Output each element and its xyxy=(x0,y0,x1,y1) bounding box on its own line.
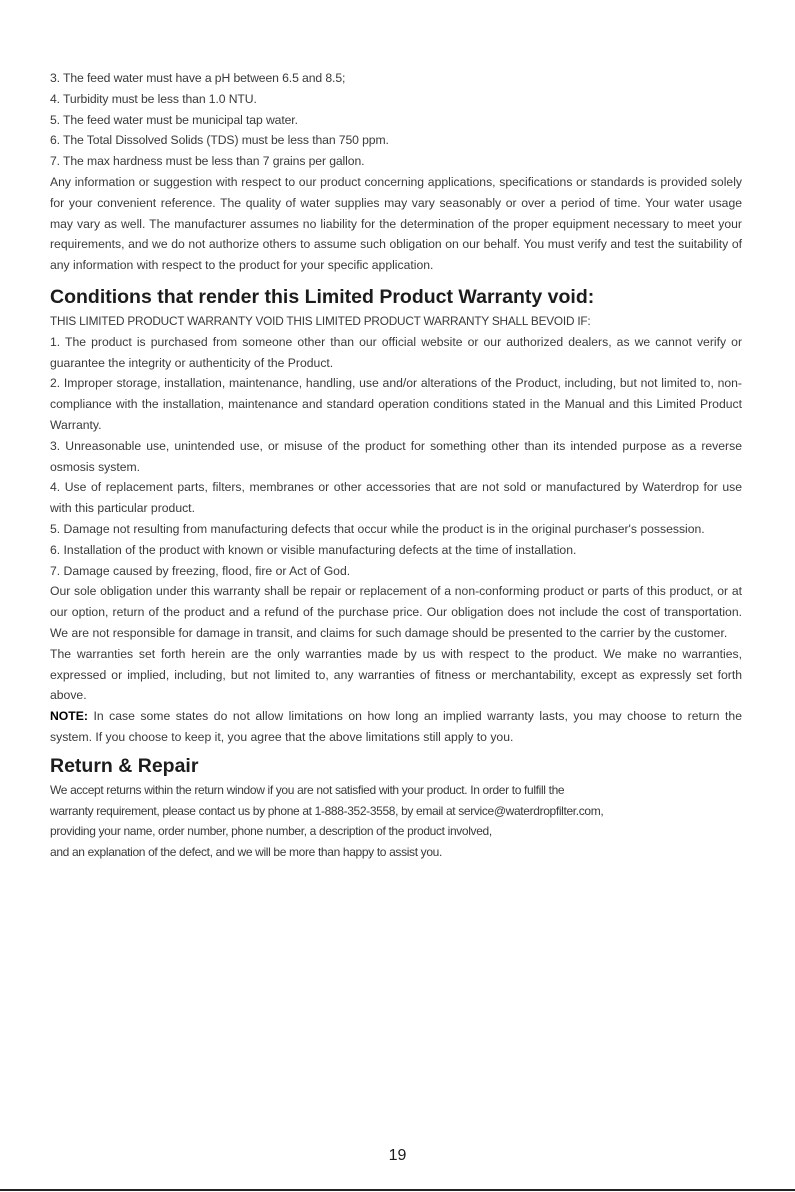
page-number: 19 xyxy=(388,1147,407,1164)
requirement-item: 5. The feed water must be municipal tap water. xyxy=(50,112,298,127)
requirement-item: 6. The Total Dissolved Solids (TDS) must be less than 750 ppm. xyxy=(50,133,389,148)
requirement-item: 3. The feed water must have a pH between 6.5 and 8.5; xyxy=(50,71,346,85)
condition-item: 5. Damage not resulting from manufacturing defects that occur while the product is in the original purchaser's possession. xyxy=(50,521,705,536)
condition-item: 4. Use of replacement parts, filters, membranes or other accessories that are not sold or manufactured by Waterdrop for use with this particular product. xyxy=(50,480,742,516)
condition-item: 6. Installation of the product with known or visible manufacturing defects at the time of installation. xyxy=(50,542,577,557)
condition-item: 2. Improper storage, installation, maintenance, handling, use and/or alterations of the Product, including, but not limited to, non-compliance with the installation, maintenance and standard operation conditions stated in the Manual and this Limited Product Warranty. xyxy=(50,376,742,432)
condition-item: 7. Damage caused by freezing, flood, fire or Act of God. xyxy=(50,563,351,578)
conditions-intro: THIS LIMITED PRODUCT WARRANTY VOID THIS LIMITED PRODUCT WARRANTY SHALL BEVOID IF: xyxy=(50,313,591,328)
condition-item: 1. The product is purchased from someone other than our official website or our authorized dealers, as we cannot verify or guarantee the integrity or authenticity of the Product. xyxy=(50,334,742,370)
note-text: In case some states do not allow limitations on how long an implied warranty lasts, you may choose to return the system. If you choose to keep it, you agree that the above limitations still apply to you. xyxy=(50,709,742,744)
return-repair-heading: Return & Repair xyxy=(50,754,199,777)
note-paragraph xyxy=(50,706,742,748)
return-repair-line: warranty requirement, please contact us by phone at 1-888-352-3558, by email at service@waterdropfilter.com, xyxy=(50,803,604,818)
obligation-paragraph: Our sole obligation under this warranty shall be repair or replacement of a non-conforming product or parts of this product, or at our option, return of the product and a refund of the purchase price. Our obligation does not include the cost of transportation. We are not responsible for damage in transit, and claims for such damage should be presented to the carrier by the customer. xyxy=(50,584,742,640)
disclaimer-paragraph: Any information or suggestion with respect to our product concerning applications, specifications or standards is provided solely for your convenient reference. The quality of water supplies may vary seasonably or over a period of time. Your water usage may vary as well. The manufacturer assumes no liability for the determination of the proper equipment necessary to meet your requirements, and we do not authorize others to assume such obligation on our behalf. You must verify and test the suitability of any information with respect to the product for your specific application. xyxy=(50,174,742,273)
return-repair-line: providing your name, order number, phone number, a description of the product involved, xyxy=(50,824,492,839)
return-repair-line: and an explanation of the defect, and we will be more than happy to assist you. xyxy=(50,845,442,860)
footer-rule xyxy=(0,1189,795,1191)
requirement-item: 7. The max hardness must be less than 7 grains per gallon. xyxy=(50,154,365,169)
conditions-heading: Conditions that render this Limited Product Warranty void: xyxy=(50,285,595,308)
condition-item: 3. Unreasonable use, unintended use, or misuse of the product for something other than its intended purpose as a reverse osmosis system. xyxy=(50,438,742,474)
document-page xyxy=(50,68,742,863)
note-label: NOTE: xyxy=(50,709,88,724)
requirement-item: 4. Turbidity must be less than 1.0 NTU. xyxy=(50,91,257,106)
warranties-paragraph: The warranties set forth herein are the only warranties made by us with respect to the product. We make no warranties, expressed or implied, including, but not limited to, any warranties of fitness or merchantability, except as expressly set forth above. xyxy=(50,646,742,703)
return-repair-line: We accept returns within the return window if you are not satisfied with your product. In order to fulfill the xyxy=(50,782,565,797)
